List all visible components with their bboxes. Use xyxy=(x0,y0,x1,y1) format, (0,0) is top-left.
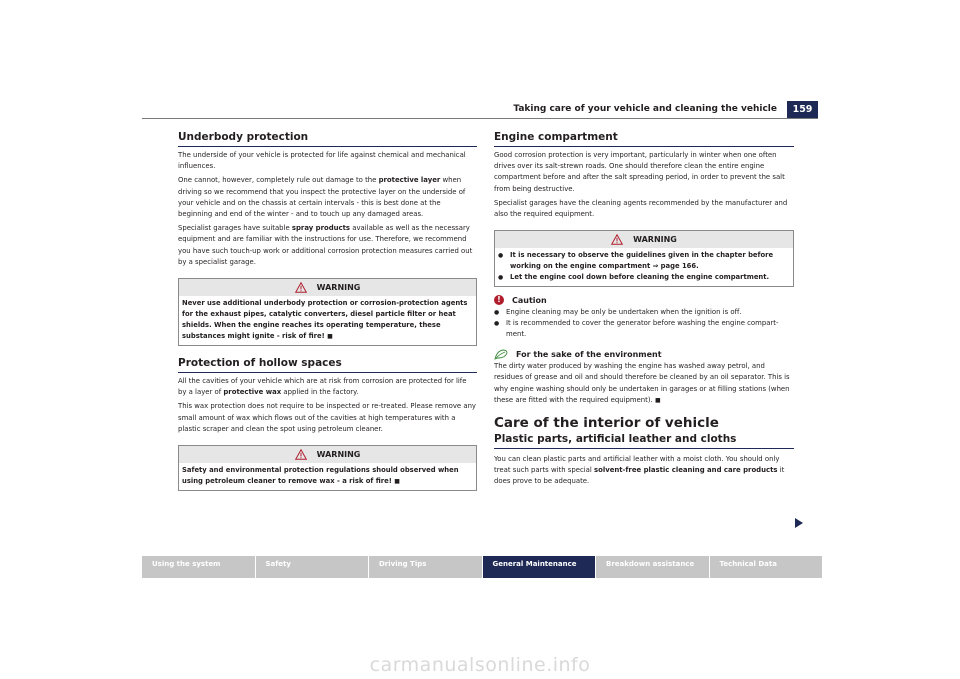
caution-icon: ! xyxy=(494,295,504,305)
underbody-paragraph-2: One cannot, however, completely rule out damage to the protective layer when driving so we recommend that you inspect the protective layer on the underside of your vehicle and on the chassis at certain intervals - this is best done at the beginning and end of the winter - and to touch up any damaged areas. xyxy=(178,176,466,219)
engine-compartment-heading: Engine compartment xyxy=(494,131,794,147)
engine-paragraph-1: Good corrosion protection is very important, particularly in winter when one often drives over its salt-strewn roads. One should therefore clean the entire engine compartment before and after the salt spreading period, in order to prevent the salt from being destructive. xyxy=(494,151,785,193)
engine-warning-box xyxy=(494,230,794,287)
warning-text: Safety and environmental protection regulations should observed when using petroleum cleaner to remove wax - a risk of fire! xyxy=(182,466,459,486)
left-column xyxy=(178,131,477,491)
page-number: 159 xyxy=(787,101,818,118)
underbody-warning-box xyxy=(178,278,477,346)
environment-icon xyxy=(494,349,508,360)
end-mark-icon: ■ xyxy=(394,478,400,486)
hollow-paragraph-2: This wax protection does not require to be inspected or re-treated. Please remove any small amount of wax which flows out of the cavities at high temperatures with a plastic scraper and clean the spot using petroleum cleaner. xyxy=(178,402,477,433)
warning-header xyxy=(179,279,476,296)
footer-tab-bar xyxy=(142,556,822,578)
engine-paragraph-2: Specialist garages have the cleaning agents recommended by the manufacturer and also the required equipment. xyxy=(494,198,788,219)
warning-triangle-icon xyxy=(611,234,623,245)
warning-header xyxy=(179,446,476,463)
caution-item-1: ● Engine cleaning may be only be undertaken when the ignition is off. xyxy=(494,307,794,318)
watermark: carmanualsonline.info xyxy=(369,654,591,676)
tab-safety[interactable]: Safety xyxy=(256,556,369,578)
underbody-heading: Underbody protection xyxy=(178,131,477,147)
warning-title: WARNING xyxy=(316,283,361,293)
warning-triangle-icon xyxy=(295,449,307,460)
environment-header xyxy=(494,349,794,360)
warning-item-1: ● It is necessary to observe the guidelines given in the chapter before working on the engine compartment ⇒ page 166. xyxy=(498,250,790,272)
plastic-paragraph-1: You can clean plastic parts and artificial leather with a moist cloth. You should only treat such parts with special solvent-free plastic cleaning and care products it does prove to be adequate. xyxy=(494,455,785,486)
tab-general-maintenance[interactable]: General Maintenance xyxy=(483,556,596,578)
tab-driving-tips[interactable]: Driving Tips xyxy=(369,556,482,578)
hollow-warning-box xyxy=(178,445,477,491)
caution-item-2: ● It is recommended to cover the generator before washing the engine compart-ment. xyxy=(494,318,794,340)
caution-title: Caution xyxy=(512,295,547,305)
warning-item-2: ● Let the engine cool down before cleaning the engine compartment. xyxy=(498,272,790,283)
next-page-arrow-icon[interactable] xyxy=(795,518,803,528)
end-mark-icon: ■ xyxy=(654,396,661,404)
running-header-title: Taking care of your vehicle and cleaning the vehicle xyxy=(513,104,777,114)
hollow-paragraph-1: All the cavities of your vehicle which are at risk from corrosion are protected for life by a layer of protective wax applied in the factory. xyxy=(178,377,467,397)
header-rule xyxy=(142,118,818,119)
warning-title: WARNING xyxy=(633,235,677,245)
tab-using-the-system[interactable]: Using the system xyxy=(142,556,255,578)
tab-technical-data[interactable]: Technical Data xyxy=(710,556,823,578)
end-mark-icon: ■ xyxy=(327,333,333,341)
warning-header xyxy=(495,231,793,248)
plastic-parts-heading: Plastic parts, artificial leather and cloths xyxy=(494,433,794,449)
environment-text: The dirty water produced by washing the engine has washed away petrol, and residues of grease and oil and should therefore be cleaned by an oil separator. This is why engine washing should only be undertaken in garages or at filling stations (when these are fitted with the required equipment). ■ xyxy=(494,362,790,404)
hollow-spaces-heading: Protection of hollow spaces xyxy=(178,357,477,373)
warning-title: WARNING xyxy=(316,450,361,460)
underbody-paragraph-1: The underside of your vehicle is protected for life against chemical and mechanical influences. xyxy=(178,151,466,171)
caution-header xyxy=(494,295,794,305)
warning-text: Never use additional underbody protection or corrosion-protection agents for the exhaust pipes, catalytic converters, diesel particle filter or heat shields. When the engine reaches its operating temperature, these substances might ignite - risk of fire! xyxy=(182,299,468,341)
right-column xyxy=(494,131,794,491)
underbody-paragraph-3: Specialist garages have suitable spray products available as well as the necessary equipment and are familiar with the instructions for use. Therefore, we recommend you have such touch-up work or additional corrosion protection measures carried out by a specialist garage. xyxy=(178,224,473,266)
warning-triangle-icon xyxy=(295,282,307,293)
tab-breakdown-assistance[interactable]: Breakdown assistance xyxy=(596,556,709,578)
environment-title: For the sake of the environment xyxy=(516,350,662,360)
chapter-title: Care of the interior of vehicle xyxy=(494,415,719,432)
